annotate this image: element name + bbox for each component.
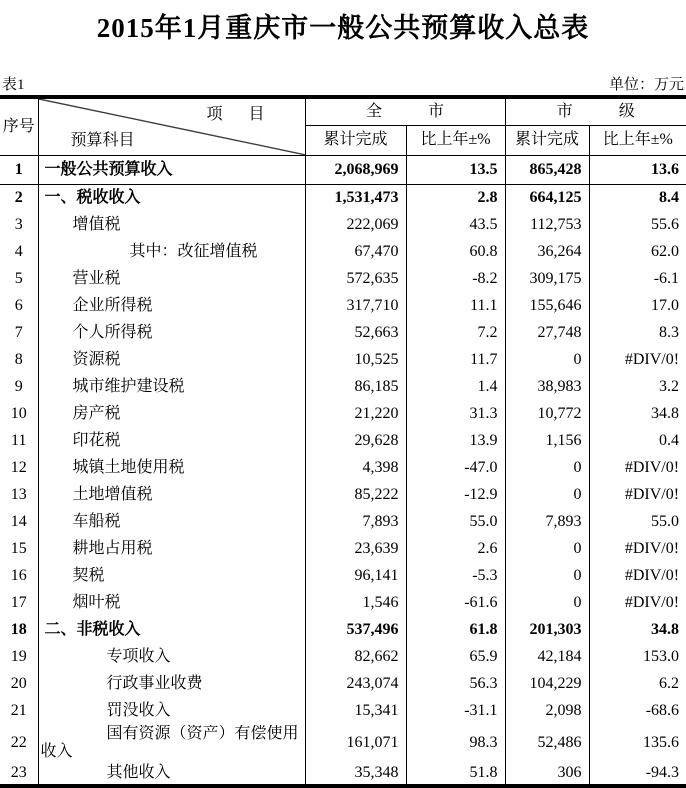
serial-cell: 16 [10, 567, 27, 584]
muni-total-cell: 52,486 [505, 725, 589, 761]
label-cell: 增值税 [38, 212, 305, 239]
label-cell: 资源税 [38, 347, 305, 374]
table-row [0, 428, 686, 455]
serial-cell: 12 [10, 459, 27, 476]
muni-yoy-cell: 153.0 [589, 644, 686, 671]
muni-yoy-cell: 34.8 [589, 617, 686, 644]
city-total-cell: 15,341 [305, 698, 406, 725]
city-total-cell: 317,710 [305, 293, 406, 320]
muni-yoy-cell: -6.1 [589, 266, 686, 293]
muni-yoy-cell: #DIV/0! [589, 590, 686, 617]
city-total-cell: 35,348 [305, 761, 406, 785]
city-yoy-cell: -8.2 [406, 266, 505, 293]
city-total-cell: 96,141 [305, 563, 406, 590]
city-yoy-cell: -5.3 [406, 563, 505, 590]
muni-total-cell: 664,125 [505, 185, 589, 212]
serial-cell: 14 [10, 513, 27, 530]
unit-label: 单位：万元 [608, 77, 684, 93]
table-row [0, 536, 686, 563]
serial-cell: 21 [10, 702, 27, 719]
muni-total-cell: 7,893 [505, 509, 589, 536]
city-yoy-cell: 31.3 [406, 401, 505, 428]
muni-total-cell: 36,264 [505, 239, 589, 266]
city-total-cell: 85,222 [305, 482, 406, 509]
table-row [0, 293, 686, 320]
table-row [0, 212, 686, 239]
label-cell: 城市维护建设税 [38, 374, 305, 401]
label-cell: 国有资源（资产）有偿使用收入 [38, 725, 305, 761]
header-row-groups [0, 99, 686, 125]
page-title: 2015年1月重庆市一般公共预算收入总表 [96, 13, 590, 43]
city-total-cell: 1,531,473 [305, 185, 406, 212]
muni-yoy-cell: 55.0 [589, 509, 686, 536]
serial-cell: 22 [10, 733, 27, 751]
muni-total-cell: 155,646 [505, 293, 589, 320]
muni-yoy-cell: 8.3 [589, 320, 686, 347]
city-yoy-cell: -31.1 [406, 698, 505, 725]
serial-cell: 3 [14, 216, 23, 233]
serial-cell: 19 [10, 648, 27, 665]
label-cell: 城镇土地使用税 [38, 455, 305, 482]
table-row [0, 266, 686, 293]
city-total-cell: 23,639 [305, 536, 406, 563]
muni-yoy-cell: 8.4 [589, 185, 686, 212]
city-yoy-cell: -47.0 [406, 455, 505, 482]
serial-cell: 5 [14, 270, 23, 287]
table-number-label: 表1 [2, 77, 25, 93]
city-yoy-cell: 2.6 [406, 536, 505, 563]
city-yoy-cell: 98.3 [406, 725, 505, 761]
label-cell: 个人所得税 [38, 320, 305, 347]
label-cell: 罚没收入 [38, 698, 305, 725]
table-row [0, 671, 686, 698]
header-group-citywide: 全市 [305, 99, 505, 125]
table-row [0, 374, 686, 401]
label-cell: 契税 [38, 563, 305, 590]
table-row [0, 482, 686, 509]
city-total-cell: 82,662 [305, 644, 406, 671]
muni-total-cell: 38,983 [505, 374, 589, 401]
serial-cell: 7 [14, 324, 23, 341]
label-cell: 其中：改征增值税 [38, 239, 305, 266]
muni-total-cell: 10,772 [505, 401, 589, 428]
muni-total-cell: 309,175 [505, 266, 589, 293]
serial-cell: 9 [14, 378, 23, 395]
muni-yoy-cell: #DIV/0! [589, 347, 686, 374]
city-yoy-cell: 11.7 [406, 347, 505, 374]
label-cell: 耕地占用税 [38, 536, 305, 563]
muni-total-cell: 0 [505, 536, 589, 563]
city-yoy-cell: 61.8 [406, 617, 505, 644]
muni-total-cell: 112,753 [505, 212, 589, 239]
muni-total-cell: 0 [505, 482, 589, 509]
city-yoy-cell: -12.9 [406, 482, 505, 509]
city-total-cell: 243,074 [305, 671, 406, 698]
label-cell: 房产税 [38, 401, 305, 428]
muni-total-cell: 865,428 [505, 156, 589, 185]
city-total-cell: 67,470 [305, 239, 406, 266]
table-row [0, 185, 686, 212]
city-yoy-cell: 13.5 [406, 156, 505, 185]
table-row [0, 509, 686, 536]
label-cell: 一、税收收入 [38, 185, 305, 212]
city-yoy-cell: 51.8 [406, 761, 505, 785]
muni-yoy-cell: -94.3 [589, 761, 686, 785]
table-body [0, 156, 686, 785]
city-total-cell: 52,663 [305, 320, 406, 347]
muni-total-cell: 0 [505, 455, 589, 482]
serial-cell: 17 [10, 594, 27, 611]
meta-line [2, 74, 684, 94]
city-yoy-cell: 56.3 [406, 671, 505, 698]
city-total-cell: 4,398 [305, 455, 406, 482]
muni-yoy-cell: 34.8 [589, 401, 686, 428]
muni-total-cell: 27,748 [505, 320, 589, 347]
table-row [0, 698, 686, 725]
city-yoy-cell: 43.5 [406, 212, 505, 239]
city-yoy-cell: 55.0 [406, 509, 505, 536]
city-yoy-cell: 2.8 [406, 185, 505, 212]
city-total-cell: 572,635 [305, 266, 406, 293]
city-total-cell: 2,068,969 [305, 156, 406, 185]
header-municipal-yoy: 比上年±% [589, 125, 686, 155]
top-band [0, 0, 686, 95]
muni-yoy-cell: 13.6 [589, 156, 686, 185]
label-cell: 一般公共预算收入 [38, 156, 305, 185]
city-total-cell: 29,628 [305, 428, 406, 455]
serial-cell: 23 [10, 763, 27, 781]
muni-yoy-cell: -68.6 [589, 698, 686, 725]
table-row [0, 563, 686, 590]
budget-table-wrap [0, 95, 686, 788]
city-total-cell: 222,069 [305, 212, 406, 239]
muni-yoy-cell: 0.4 [589, 428, 686, 455]
city-total-cell: 21,220 [305, 401, 406, 428]
city-total-cell: 537,496 [305, 617, 406, 644]
label-cell: 烟叶税 [38, 590, 305, 617]
muni-total-cell: 0 [505, 563, 589, 590]
header-citywide-yoy: 比上年±% [406, 125, 505, 155]
muni-total-cell: 42,184 [505, 644, 589, 671]
muni-yoy-cell: 62.0 [589, 239, 686, 266]
city-yoy-cell: 65.9 [406, 644, 505, 671]
city-yoy-cell: -61.6 [406, 590, 505, 617]
table-row [0, 761, 686, 785]
header-citywide-cumulative: 累计完成 [305, 125, 406, 155]
label-cell: 营业税 [38, 266, 305, 293]
header-budget-subject-label: 预算科目 [70, 132, 135, 149]
serial-cell: 18 [10, 621, 27, 638]
header-municipal-cumulative: 累计完成 [505, 125, 589, 155]
table-row [0, 725, 686, 761]
serial-cell: 11 [11, 432, 27, 449]
serial-cell: 8 [14, 351, 23, 368]
muni-total-cell: 2,098 [505, 698, 589, 725]
muni-yoy-cell: #DIV/0! [589, 455, 686, 482]
city-total-cell: 10,525 [305, 347, 406, 374]
muni-yoy-cell: 55.6 [589, 212, 686, 239]
label-cell: 专项收入 [38, 644, 305, 671]
muni-yoy-cell: 17.0 [589, 293, 686, 320]
muni-yoy-cell: 3.2 [589, 374, 686, 401]
label-cell: 印花税 [38, 428, 305, 455]
header-item-diagonal-cell [38, 99, 305, 156]
serial-cell: 4 [14, 243, 23, 260]
muni-yoy-cell: 6.2 [589, 671, 686, 698]
city-total-cell: 86,185 [305, 374, 406, 401]
serial-cell: 13 [10, 486, 27, 503]
city-yoy-cell: 7.2 [406, 320, 505, 347]
muni-total-cell: 201,303 [505, 617, 589, 644]
serial-cell: 2 [14, 189, 23, 207]
label-cell: 二、非税收入 [38, 617, 305, 644]
city-yoy-cell: 60.8 [406, 239, 505, 266]
serial-cell: 6 [14, 297, 23, 314]
label-cell: 其他收入 [38, 761, 305, 785]
muni-yoy-cell: #DIV/0! [589, 563, 686, 590]
header-group-municipal: 市级 [505, 99, 686, 125]
label-cell: 土地增值税 [38, 482, 305, 509]
muni-yoy-cell: 135.6 [589, 725, 686, 761]
budget-table [0, 99, 686, 785]
muni-total-cell: 306 [505, 761, 589, 785]
table-row [0, 239, 686, 266]
header-serial: 序号 [0, 99, 38, 156]
table-row [0, 455, 686, 482]
muni-total-cell: 0 [505, 590, 589, 617]
serial-cell: 1 [0, 156, 38, 185]
muni-total-cell: 1,156 [505, 428, 589, 455]
muni-yoy-cell: #DIV/0! [589, 482, 686, 509]
city-yoy-cell: 13.9 [406, 428, 505, 455]
city-yoy-cell: 1.4 [406, 374, 505, 401]
table-row [0, 320, 686, 347]
table-row [0, 401, 686, 428]
muni-total-cell: 104,229 [505, 671, 589, 698]
label-cell: 车船税 [38, 509, 305, 536]
table-row [0, 347, 686, 374]
table-row [0, 156, 686, 185]
muni-total-cell: 0 [505, 347, 589, 374]
table-row [0, 617, 686, 644]
serial-cell: 10 [10, 405, 27, 422]
city-yoy-cell: 11.1 [406, 293, 505, 320]
table-row [0, 644, 686, 671]
header-item-label: 项 目 [206, 106, 276, 123]
label-cell: 企业所得税 [38, 293, 305, 320]
muni-yoy-cell: #DIV/0! [589, 536, 686, 563]
label-cell: 行政事业收费 [38, 671, 305, 698]
city-total-cell: 1,546 [305, 590, 406, 617]
city-total-cell: 7,893 [305, 509, 406, 536]
serial-cell: 15 [10, 540, 27, 557]
serial-cell: 20 [10, 675, 27, 692]
city-total-cell: 161,071 [305, 725, 406, 761]
table-row [0, 590, 686, 617]
